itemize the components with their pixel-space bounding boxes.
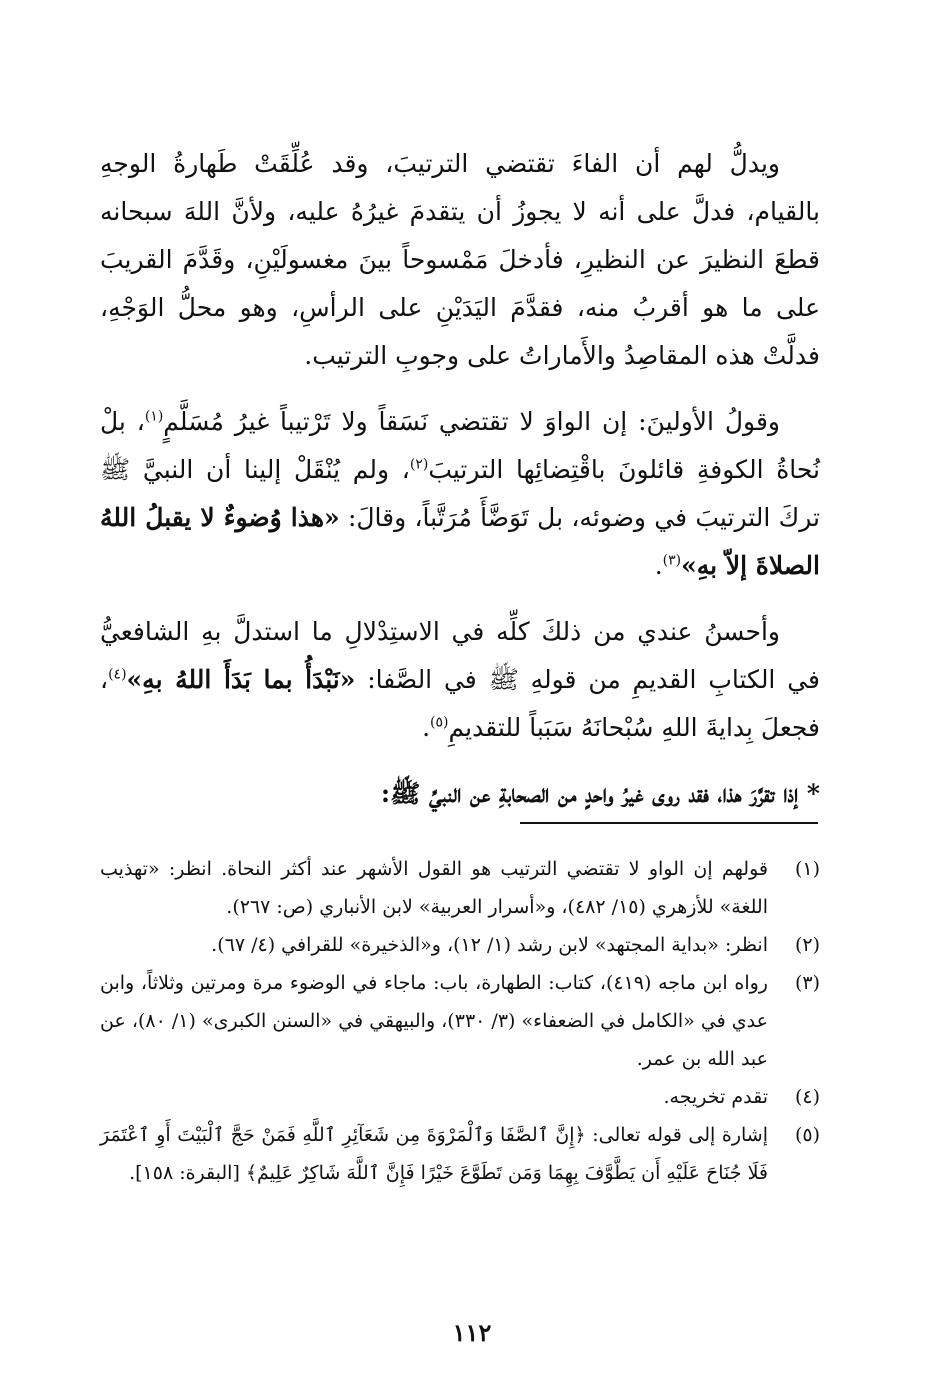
footnotes (100, 850, 820, 1192)
paragraph-1: ويدلُّ لهم أن الفاءَ تقتضي الترتيبَ، وقد عُلِّقَتْ طَهارةُ الوجهِ بالقيام، فدلَّ على أنه لا يجوزُ أن يتقدمَ غيرُهُ عليه، ولأنَّ اللهَ سبحانه قطعَ النظيرَ عن النظيرِ، فأدخلَ مَمْسوحاً بينَ مغسولَيْنِ، وقَدَّمَ القريبَ على ما هو أقربُ منه، فقدَّمَ اليَدَيْنِ على الرأسِ، وهو محلُّ الوَجْهِ، فدلَّتْ هذه المقاصِدُ والأَماراتُ على وجوبِ الترتيب. (100, 149, 820, 370)
footnote-text: انظر: «بداية المجتهد» لابن رشد (١/ ١٢)، و«الذخيرة» للقرافي (٤/ ٦٧). (211, 934, 768, 956)
footnote-1 (100, 850, 820, 926)
footnote-5 (100, 1116, 820, 1192)
main-text (100, 140, 820, 836)
paragraph-2-text-d: . (654, 551, 663, 580)
paragraph-2 (100, 398, 820, 590)
hadith-quote-1: «هذا وُضوءٌ لا يقبلُ اللهُ الصلاةَ إلاّ بهِ» (100, 503, 820, 580)
footnote-number: (٢) (794, 934, 820, 956)
footnote-text: تقدم تخريجه. (663, 1086, 768, 1108)
footnote-number: (١) (794, 858, 820, 880)
footnote-divider (520, 822, 818, 824)
paragraph-3 (100, 608, 820, 752)
footnote-ref-4: (٤) (108, 666, 127, 683)
footnote-text: قولهم إن الواو لا تقتضي الترتيب هو القول الأشهر عند أكثر النحاة. انظر: «تهذيب اللغة» للأزهري (١٥/ ٤٨٢)، و«أسرار العربية» لابن الأنباري (ص: ٢٦٧). (100, 858, 768, 918)
paragraph-3-text-b: ، فجعلَ بِدايةَ اللهِ سُبْحانَهُ سَبَباً للتقديمِ (100, 665, 820, 742)
footnote-text: رواه ابن ماجه (٤١٩)، كتاب: الطهارة، باب: ماجاء في الوضوء مرة ومرتين وثلاثاً، وابن عدي في «الكامل في الضعفاء» (٣/ ٣٣٠)، والبيهقي في «السنن الكبرى» (١/ ٨٠)، عن عبد الله بن عمر. (100, 972, 768, 1070)
footnote-number: (٤) (794, 1086, 820, 1108)
page-number: ١١٢ (452, 1318, 492, 1347)
paragraph-2-text-b: ، بلْ نُحاةُ الكوفةِ قائلونَ باقْتِضائِها الترتيبَ (100, 407, 821, 484)
hadith-quote-2: «نَبْدَأُ بما بَدَأَ اللهُ بهِ» (126, 665, 356, 694)
footnote-ref-3: (٣) (662, 552, 682, 569)
paragraph-2-text-a: وقولُ الأولينَ: إن الواوَ لا تقتضي نَسَقاً ولا تَرْتيباً غيرُ مُسَلَّمٍ (163, 407, 780, 436)
paragraph-3-text-a: وأحسنُ عندي من ذلكَ كلِّه في الاستِدْلالِ ما استدلَّ بهِ الشافعيُّ في الكتابِ القديمِ من قولهِ ﷺ في الصَّفا: (100, 617, 820, 694)
footnote-ref-5: (٥) (430, 714, 449, 731)
footnote-3 (100, 964, 820, 1078)
paragraph-4-heading: * إذا تقرَّرَ هذا، فقد روى غيرُ واحدٍ من الصحابةِ عن النبيِّ ﷺ: (380, 779, 820, 808)
paragraph-2-text-c: ، ولم يُنْقَلْ إلينا أن النبيَّ ﷺ تركَ الترتيبَ في وضوئه، بل تَوَضَّأَ مُرَتَّباً، وقالَ: (100, 455, 820, 532)
footnote-number: (٥) (794, 1124, 820, 1146)
footnote-2 (100, 926, 820, 964)
footnote-number: (٣) (794, 972, 820, 994)
footnote-text: إشارة إلى قوله تعالى: ﴿إِنَّ ٱلصَّفَا وَٱلْمَرْوَةَ مِن شَعَآئِرِ ٱللَّهِ فَمَنْ حَجَّ ٱلْبَيْتَ أَوِ ٱعْتَمَرَ فَلَا جُنَاحَ عَلَيْهِ أَن يَطَّوَّفَ بِهِمَا وَمَن تَطَوَّعَ خَيْرًا فَإِنَّ ٱللَّهَ شَاكِرٌ عَلِيمٌ﴾ [البقرة: ١٥٨]. (100, 1124, 768, 1184)
paragraph-3-text-c: . (422, 713, 431, 742)
footnote-ref-2: (٢) (409, 456, 429, 473)
footnote-4 (100, 1078, 820, 1116)
footnote-ref-1: (١) (144, 408, 164, 425)
